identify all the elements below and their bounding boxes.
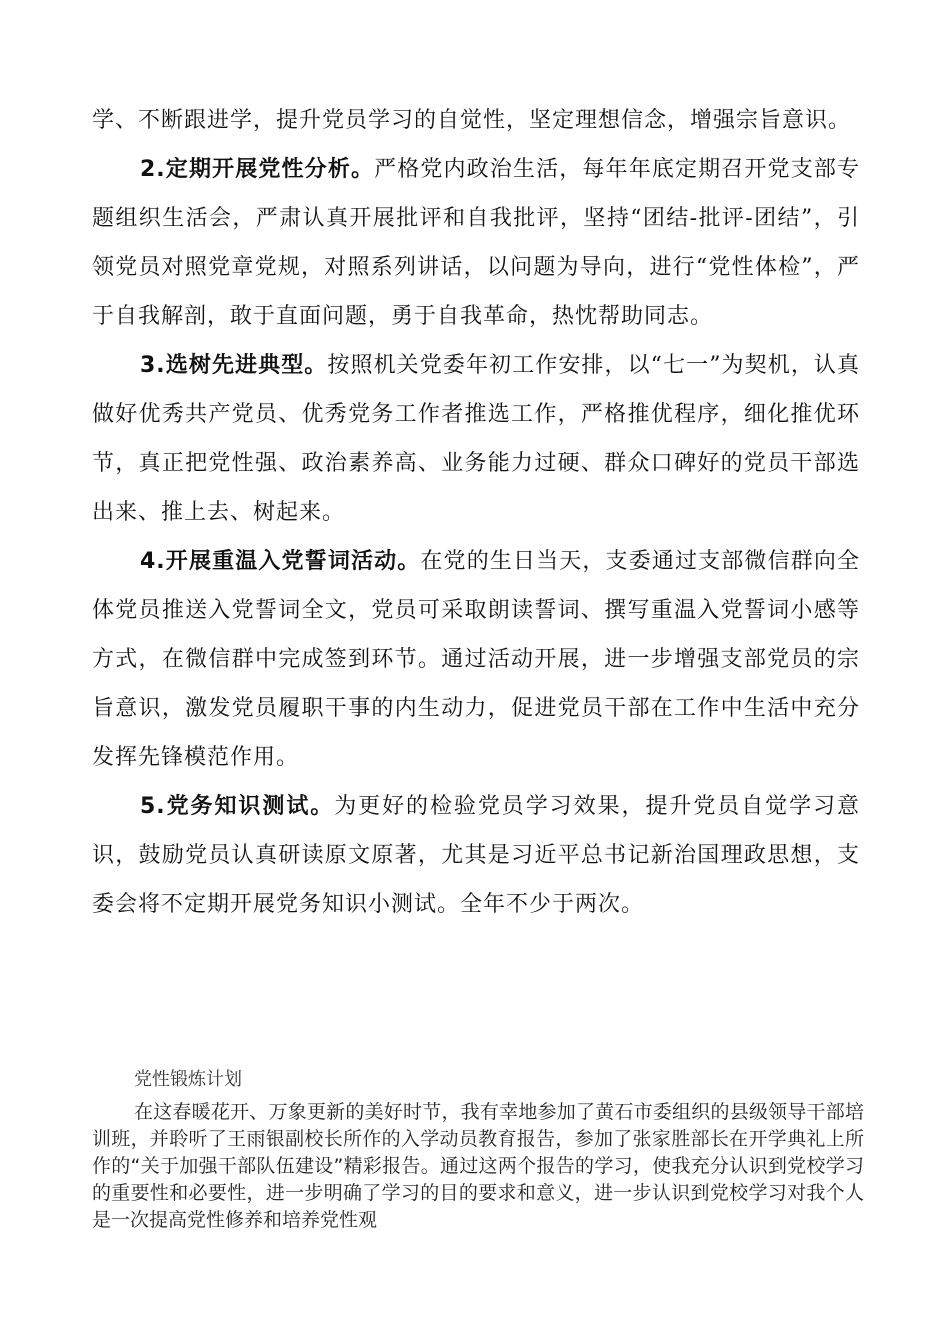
measure-item-4 [92, 537, 860, 782]
measure-text: 按照机关党委年初工作安排，以“七一”为契机，认真做好优秀共产党员、优秀党务工作者推选工作，严格推优程序，细化推优环节，真正把党性强、政治素养高、业务能力过硬、群众口碑好的党员干部选出来、推上去、树起来。 [92, 353, 861, 525]
measure-title: 5.党务知识测试。 [140, 794, 335, 819]
measure-title: 4.开展重温入党誓词活动。 [140, 549, 421, 574]
training-plan-section [92, 1066, 864, 1234]
measure-item-3 [92, 341, 860, 537]
measure-title: 3.选树先进典型。 [140, 353, 328, 378]
measure-text: 严格党内政治生活，每年年底定期召开党支部专题组织生活会，严肃认真开展批评和自我批评，坚持“团结-批评-团结”，引领党员对照党章党规，对照系列讲话，以问题为导向，进行“党性体检”，严于自我解剖，敢于直面问题，勇于自我革命，热忱帮助同志。 [92, 157, 860, 329]
plan-measures-section [92, 96, 860, 929]
measure-item-2 [92, 145, 860, 341]
measure-text: 为更好的检验党员学习效果，提升党员自觉学习意识，鼓励党员认真研读原文原著，尤其是习近平总书记新治国理政思想，支委会将不定期开展党务知识小测试。全年不少于两次。 [92, 794, 860, 917]
measure-title: 2.定期开展党性分析。 [140, 157, 375, 182]
measure-item-5 [92, 782, 860, 929]
paragraph-continuation: 学、不断跟进学，提升党员学习的自觉性，坚定理想信念，增强宗旨意识。 [92, 108, 852, 133]
measure-text: 在党的生日当天，支委通过支部微信群向全体党员推送入党誓词全文，党员可采取朗读誓词、撰写重温入党誓词小感等方式，在微信群中完成签到环节。通过活动开展，进一步增强支部党员的宗旨意识，激发党员履职干事的内生动力，促进党员干部在工作中生活中充分发挥先锋模范作用。 [92, 549, 860, 770]
section-body: 在这春暖花开、万象更新的美好时节，我有幸地参加了黄石市委组织的县级领导干部培训班，并聆听了王雨银副校长所作的入学动员教育报告，参加了张家胜部长在开学典礼上所作的“关于加强干部队伍建设”精彩报告。通过这两个报告的学习，使我充分认识到党校学习的重要性和必要性，进一步明确了学习的目的要求和意义，进一步认识到党校学习对我个人是一次提高党性修养和培养党性观 [92, 1101, 864, 1231]
section-heading: 党性锻炼计划 [134, 1069, 242, 1090]
